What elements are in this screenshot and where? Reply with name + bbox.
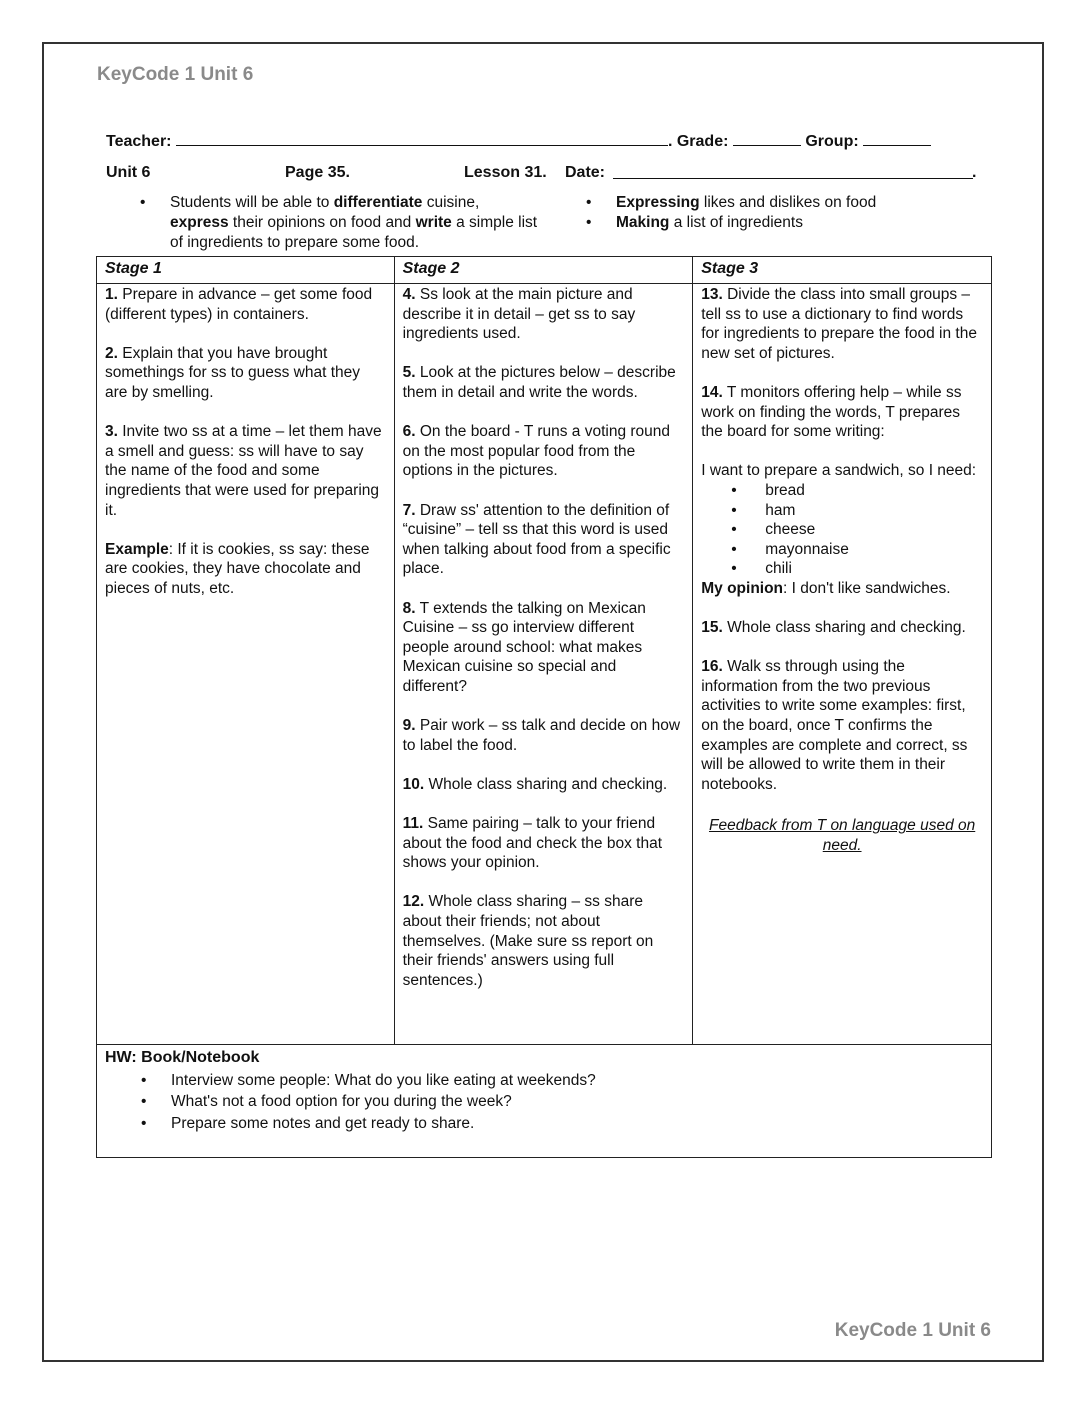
homework-title: HW: Book/Notebook (105, 1049, 260, 1066)
step: 10. Whole class sharing and checking. (402, 775, 668, 793)
date-end-dot: . (972, 164, 977, 181)
step: 2. Explain that you have brought somethings for ss to guess what they are by smelling. (105, 344, 361, 401)
example-step: Example: If it is cookies, ss say: these are cookies, they have chocolate and pieces of nuts, etc. (105, 540, 370, 597)
list-item: • chili (765, 559, 983, 579)
example-intro: I want to prepare a sandwich, so I need: (701, 462, 977, 480)
objectives-right (586, 193, 986, 233)
homework-cell (97, 1045, 992, 1158)
stage-3-cell (693, 284, 992, 1045)
date-field[interactable] (613, 164, 973, 179)
step: 6. On the board - T runs a voting round on the most popular food from the options in the pictures. (402, 423, 671, 480)
teacher-line (106, 131, 931, 151)
table-header-row (97, 257, 992, 284)
step: 11. Same pairing – talk to your friend about the food and check the box that shows your opinion. (402, 815, 662, 872)
step: 3. Invite two ss at a time – let them have a smell and guess: ss will have to say the name of the food and some ingredients that were used for preparing it. (105, 423, 382, 519)
step: 9. Pair work – ss talk and decide on how to label the food. (402, 717, 681, 754)
lesson-label: Lesson 31. (464, 164, 547, 181)
step: 1. Prepare in advance – get some food (different types) in containers. (105, 286, 373, 323)
objective-item: • Making a list of ingredients (586, 213, 986, 233)
step: 16. Walk ss through using the information from the two previous activities to write some examples: first, on the board, once T confirms the examples are complete and correct, ss will be allowed to write them in their notebooks. (701, 658, 968, 793)
stage-3-header: Stage 3 (693, 257, 992, 284)
list-item: • Prepare some notes and get ready to share. (171, 1113, 983, 1135)
opinion-line: My opinion: I don't like sandwiches. (701, 579, 951, 597)
homework-row (97, 1045, 992, 1158)
grade-field[interactable] (733, 131, 801, 146)
stage-1-header: Stage 1 (97, 257, 395, 284)
stage-1-cell (97, 284, 395, 1045)
stage-2-cell (394, 284, 693, 1045)
objective-item: • Expressing likes and dislikes on food (586, 193, 986, 213)
objectives-left (140, 193, 540, 253)
step: 13. Divide the class into small groups – tell ss to use a dictionary to find words for ingredients to prepare the food in the new set of pictures. (701, 286, 977, 362)
list-item: • cheese (765, 520, 983, 540)
date-label: Date: (565, 164, 606, 181)
step: 8. T extends the talking on Mexican Cuisine – ss go interview different people around school: what makes Mexican cuisine so special and different? (402, 599, 646, 695)
group-label: Group: (805, 133, 859, 150)
lesson-plan-table (96, 256, 992, 1158)
step: 5. Look at the pictures below – describe them in detail and write the words. (402, 364, 676, 401)
feedback-note: Feedback from T on language used on need. (708, 817, 976, 855)
header-title: KeyCode 1 Unit 6 (97, 64, 254, 85)
homework-list (105, 1070, 983, 1135)
stage-2-header: Stage 2 (394, 257, 693, 284)
unit-label: Unit 6 (106, 164, 151, 181)
step: 15. Whole class sharing and checking. (701, 619, 966, 637)
list-item: • What's not a food option for you during the week? (171, 1091, 983, 1113)
list-item: • mayonnaise (765, 540, 983, 560)
step: 4. Ss look at the main picture and describe it in detail – get ss to say ingredients used. (402, 286, 636, 343)
step: 14. T monitors offering help – while ss work on finding the words, T prepares the board for some writing: (701, 383, 962, 441)
group-field[interactable] (863, 131, 931, 146)
ingredient-list (701, 481, 983, 579)
teacher-field[interactable] (176, 131, 668, 146)
list-item: • Interview some people: What do you like eating at weekends? (171, 1070, 983, 1092)
footer-title: KeyCode 1 Unit 6 (834, 1320, 991, 1341)
grade-label: . Grade: (667, 133, 729, 150)
list-item: • ham (765, 501, 983, 521)
step: 12. Whole class sharing – ss share about their friends; not about themselves. (Make sure ss report on their friends' answers using full sentences.) (402, 893, 654, 989)
teacher-label: Teacher: (106, 133, 172, 150)
step: 7. Draw ss' attention to the definition of “cuisine” – tell ss that this word is used when talking about food from a specific place. (402, 501, 671, 578)
stages-row (97, 284, 992, 1045)
list-item: • bread (765, 481, 983, 501)
page-label: Page 35. (285, 164, 350, 181)
objective-item: • Students will be able to differentiate cuisine, express their opinions on food and write a simple list of ingredients to prepare some food. (140, 193, 540, 253)
